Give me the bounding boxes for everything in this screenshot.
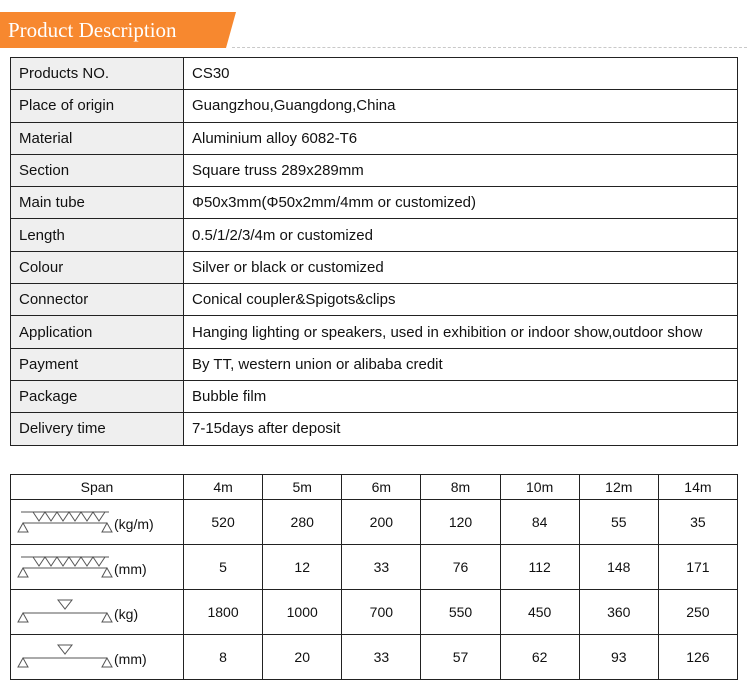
point-deflection-icon — [15, 641, 115, 675]
span-column-header: 12m — [579, 475, 658, 500]
load-value: 112 — [500, 545, 579, 590]
unit-label: (mm) — [114, 651, 147, 667]
spec-row — [11, 58, 738, 90]
unit-label: (kg) — [114, 606, 139, 622]
spec-row — [11, 90, 738, 122]
load-value: 84 — [500, 500, 579, 545]
span-column-header: 4m — [184, 475, 263, 500]
spec-row — [11, 413, 738, 445]
load-value: 280 — [263, 500, 342, 545]
load-value: 55 — [579, 500, 658, 545]
spec-value: Bubble film — [184, 380, 738, 412]
load-value: 20 — [263, 635, 342, 680]
load-value: 550 — [421, 590, 500, 635]
load-value: 148 — [579, 545, 658, 590]
unit-label: (mm) — [114, 561, 147, 577]
spec-label: Length — [11, 219, 184, 251]
load-value: 126 — [658, 635, 737, 680]
spec-value: Guangzhou,Guangdong,China — [184, 90, 738, 122]
load-value: 93 — [579, 635, 658, 680]
load-value: 171 — [658, 545, 737, 590]
load-table — [10, 474, 738, 680]
spec-value: 7-15days after deposit — [184, 413, 738, 445]
spec-label: Package — [11, 380, 184, 412]
span-column-header: 6m — [342, 475, 421, 500]
load-value: 120 — [421, 500, 500, 545]
spec-value: Conical coupler&Spigots&clips — [184, 284, 738, 316]
spec-label: Colour — [11, 251, 184, 283]
load-diagram-cell — [11, 545, 184, 590]
spec-label: Delivery time — [11, 413, 184, 445]
span-column-header: 5m — [263, 475, 342, 500]
spec-row — [11, 316, 738, 348]
load-row — [11, 635, 738, 680]
load-value: 450 — [500, 590, 579, 635]
point-load-icon — [15, 596, 115, 630]
spec-value: Silver or black or customized — [184, 251, 738, 283]
load-value: 8 — [184, 635, 263, 680]
load-value: 76 — [421, 545, 500, 590]
load-value: 12 — [263, 545, 342, 590]
spec-label: Application — [11, 316, 184, 348]
load-header-row — [11, 475, 738, 500]
load-value: 700 — [342, 590, 421, 635]
divider — [232, 47, 747, 48]
load-row — [11, 590, 738, 635]
load-diagram-cell — [11, 500, 184, 545]
spec-value: Aluminium alloy 6082-T6 — [184, 122, 738, 154]
spec-label: Connector — [11, 284, 184, 316]
spec-value: Hanging lighting or speakers, used in exhibition or indoor show,outdoor show — [184, 316, 738, 348]
section-banner — [0, 12, 236, 48]
spec-value: Square truss 289x289mm — [184, 154, 738, 186]
spec-label: Section — [11, 154, 184, 186]
load-row — [11, 500, 738, 545]
spec-label: Products NO. — [11, 58, 184, 90]
spec-label: Main tube — [11, 187, 184, 219]
load-diagram-cell — [11, 590, 184, 635]
spec-row — [11, 187, 738, 219]
load-value: 57 — [421, 635, 500, 680]
load-row — [11, 545, 738, 590]
load-value: 200 — [342, 500, 421, 545]
load-value: 33 — [342, 635, 421, 680]
spec-row — [11, 348, 738, 380]
spec-row — [11, 380, 738, 412]
load-value: 62 — [500, 635, 579, 680]
spec-value: CS30 — [184, 58, 738, 90]
load-value: 250 — [658, 590, 737, 635]
spec-value: 0.5/1/2/3/4m or customized — [184, 219, 738, 251]
load-value: 360 — [579, 590, 658, 635]
load-value: 35 — [658, 500, 737, 545]
spec-value: By TT, western union or alibaba credit — [184, 348, 738, 380]
banner-notch — [226, 12, 236, 48]
unit-label: (kg/m) — [114, 516, 154, 532]
span-column-header: 14m — [658, 475, 737, 500]
spec-row — [11, 154, 738, 186]
spec-label: Material — [11, 122, 184, 154]
spec-row — [11, 251, 738, 283]
spec-row — [11, 122, 738, 154]
spec-label: Place of origin — [11, 90, 184, 122]
load-value: 1000 — [263, 590, 342, 635]
load-diagram-cell — [11, 635, 184, 680]
load-value: 5 — [184, 545, 263, 590]
span-column-header: 8m — [421, 475, 500, 500]
spec-table — [10, 57, 738, 446]
load-value: 33 — [342, 545, 421, 590]
load-value: 1800 — [184, 590, 263, 635]
uniform-load-icon — [15, 506, 115, 540]
spec-row — [11, 219, 738, 251]
section-title: Product Description — [0, 12, 226, 48]
spec-row — [11, 284, 738, 316]
span-header: Span — [11, 475, 184, 500]
spec-value: Φ50x3mm(Φ50x2mm/4mm or customized) — [184, 187, 738, 219]
load-value: 520 — [184, 500, 263, 545]
span-column-header: 10m — [500, 475, 579, 500]
spec-label: Payment — [11, 348, 184, 380]
uniform-deflection-icon — [15, 551, 115, 585]
